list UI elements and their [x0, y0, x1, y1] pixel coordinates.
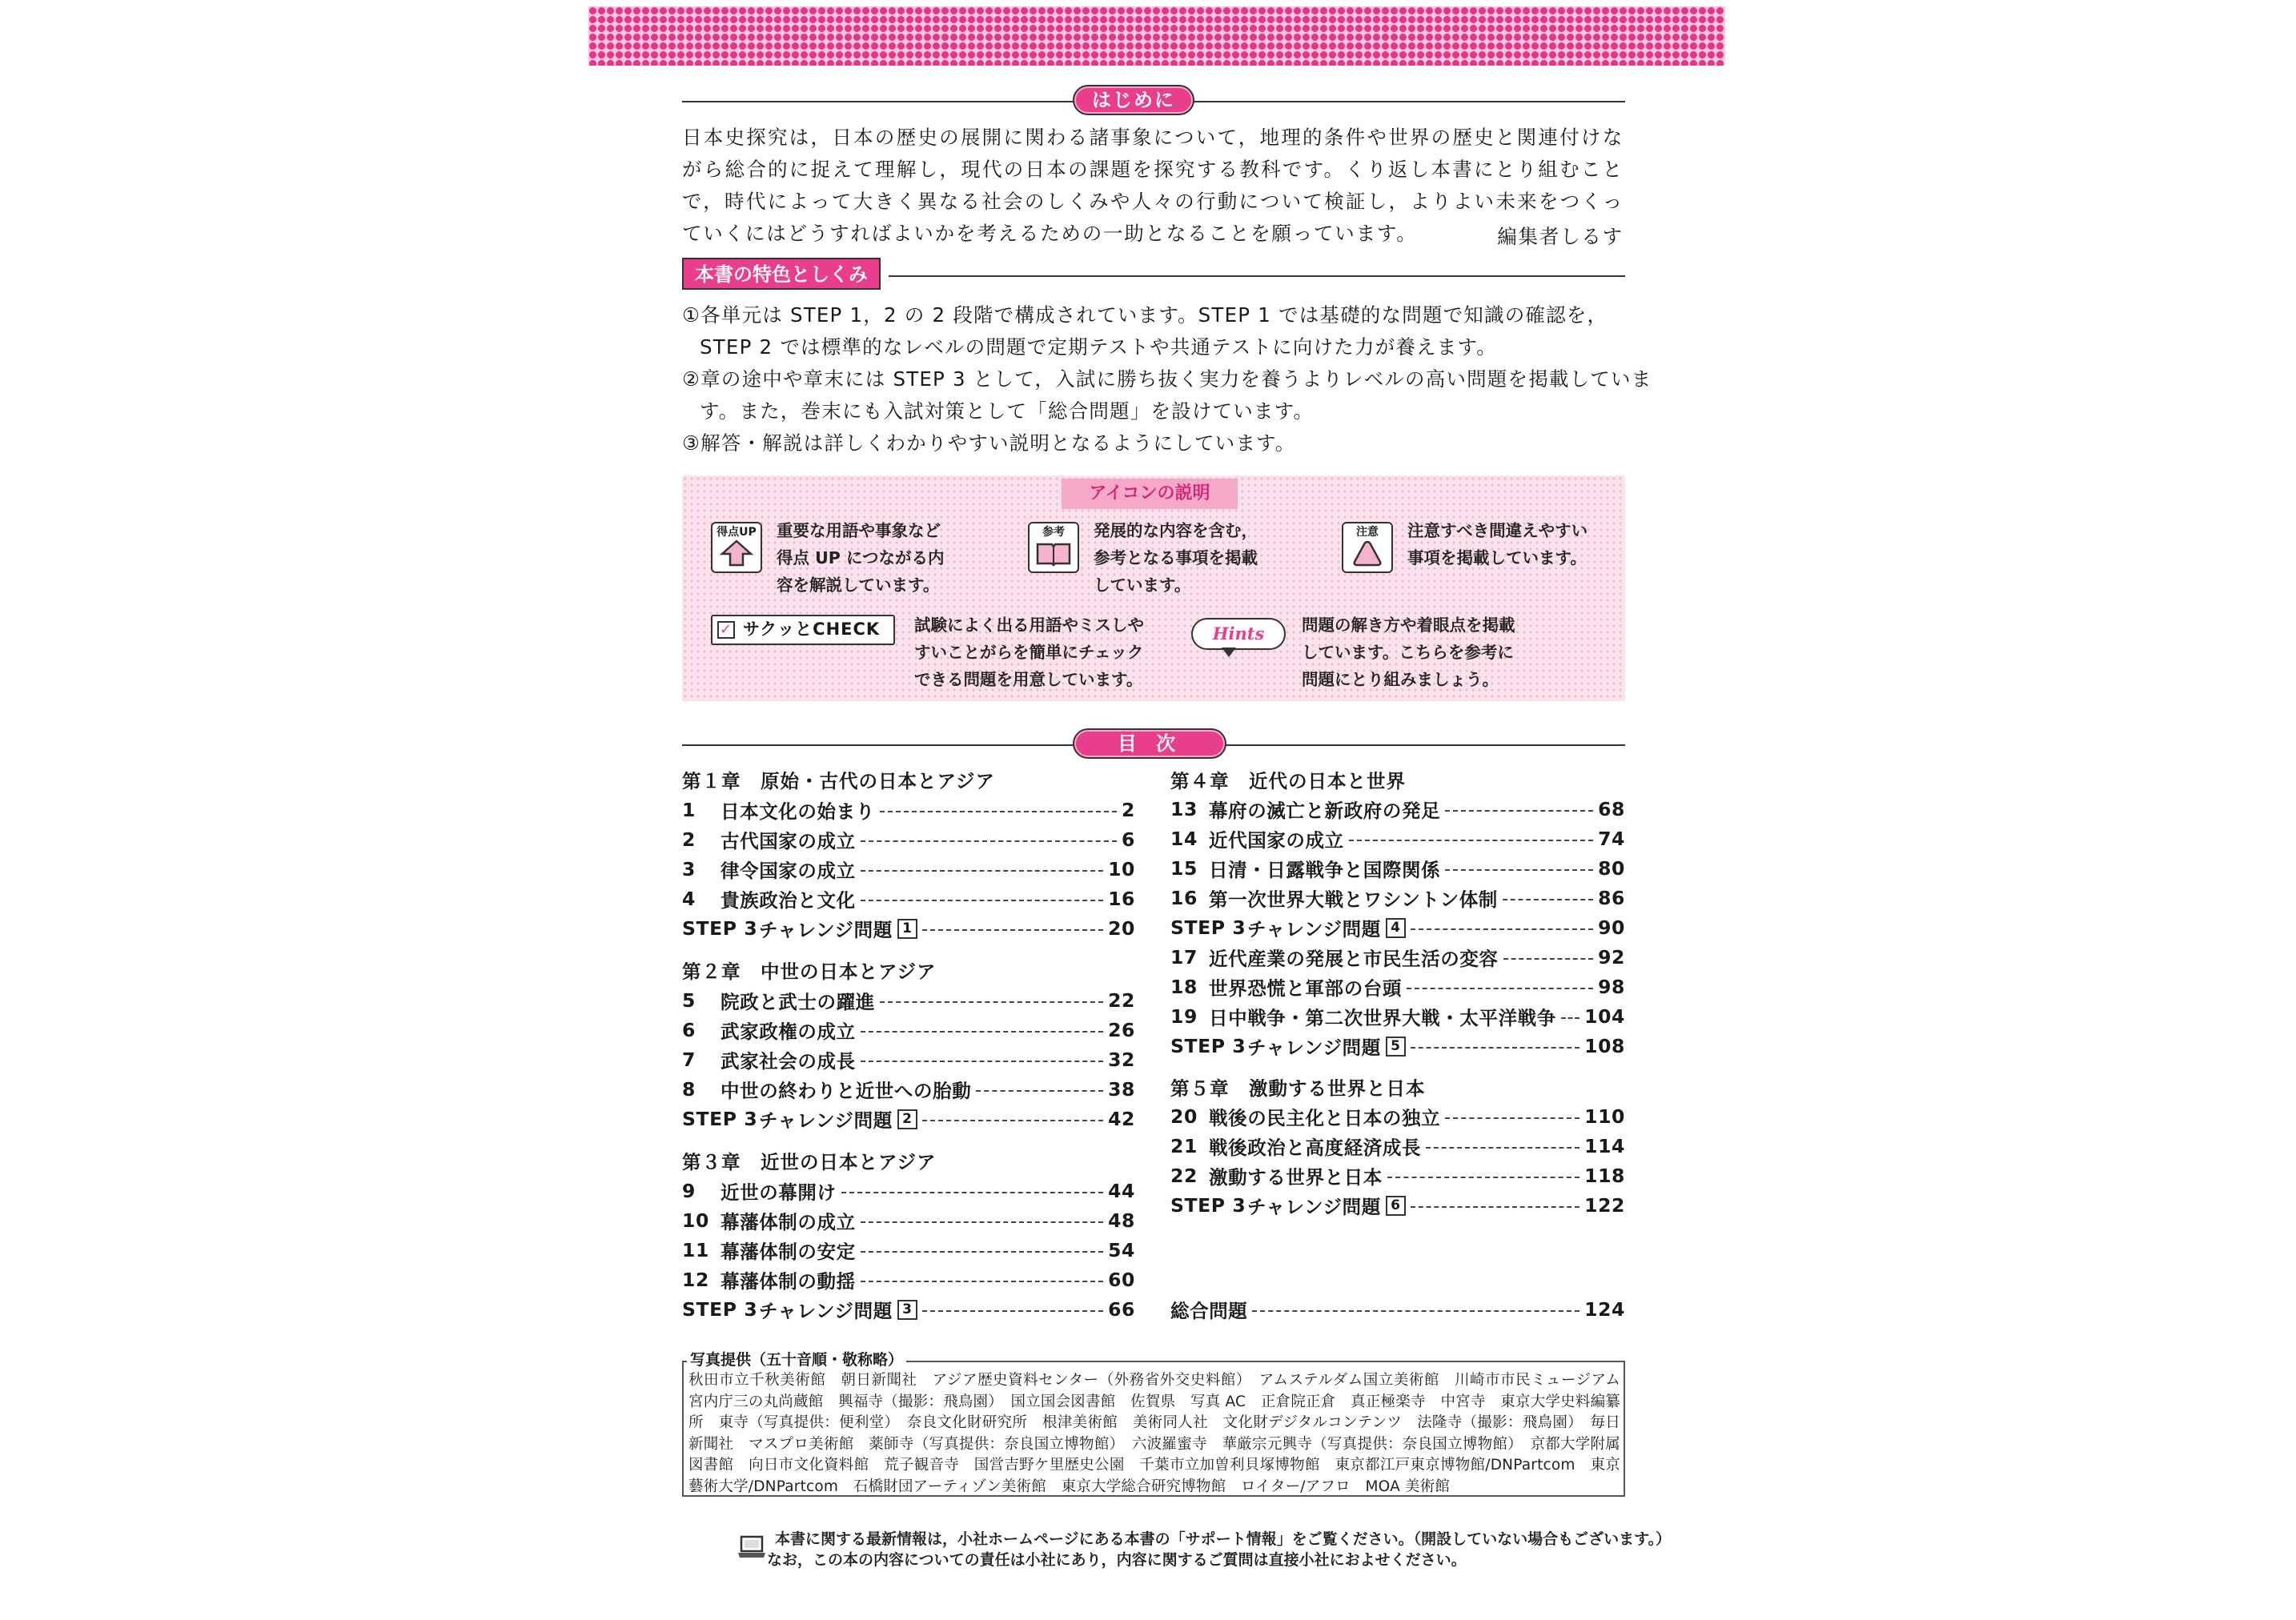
toc-item-title: 日中戦争・第二次世界大戦・太平洋戦争 — [1209, 1007, 1556, 1029]
leader-dots — [1445, 810, 1593, 812]
toc-item[interactable] — [1170, 1002, 1625, 1031]
toc-item-num: 1 — [682, 799, 696, 821]
toc-item-num: 12 — [682, 1269, 709, 1291]
toc-step3[interactable] — [682, 914, 1135, 943]
toc-item-title: 武家社会の成長 — [721, 1050, 856, 1073]
toc-step-title: チャレンジ問題 — [759, 1300, 893, 1322]
toc-item-num: 11 — [682, 1239, 709, 1261]
toc-item-title: 近世の幕開け — [721, 1181, 837, 1204]
sakutto-check-desc: 試験によく出る用語やミスしや すいことがらを簡単にチェック できる問題を用意しています。 — [914, 616, 1144, 689]
photo-credits-title: 写真提供（五十音順・敬称略） — [687, 1349, 906, 1370]
toc-step-number: 4 — [1386, 918, 1406, 938]
toc-item[interactable] — [1170, 884, 1625, 912]
toc-item-title: 武家政権の成立 — [721, 1021, 856, 1043]
toc-item-title: 第一次世界大戦とワシントン体制 — [1209, 888, 1498, 911]
toc-item-title: 世界恐慌と軍部の台頭 — [1209, 977, 1402, 1000]
toc-chapter-3: 第３章 近世の日本とアジア — [682, 1151, 937, 1173]
toc-item[interactable] — [1170, 1102, 1625, 1131]
toc-step-label: STEP 3 — [682, 917, 758, 940]
toc-item-title: 戦後の民主化と日本の独立 — [1209, 1107, 1441, 1129]
chui-label: 注意 — [1356, 526, 1379, 539]
toc-item-num: 8 — [682, 1078, 696, 1101]
toc-item[interactable] — [682, 1075, 1135, 1104]
toc-item[interactable] — [682, 1206, 1135, 1235]
toc-item-page: 26 — [1108, 1019, 1135, 1041]
tokuten-up-icon — [711, 522, 762, 573]
tokuten-up-label: 得点UP — [716, 526, 757, 539]
leader-dots — [841, 1192, 1103, 1193]
leader-dots — [922, 1120, 1103, 1121]
toc-step3[interactable] — [1170, 1191, 1625, 1220]
toc-item[interactable] — [1170, 854, 1625, 883]
toc-item[interactable] — [682, 1236, 1135, 1265]
toc-step-title: チャレンジ問題 — [1247, 1037, 1381, 1059]
leader-dots — [1503, 899, 1593, 900]
toc-item-page: 22 — [1108, 989, 1135, 1012]
leader-dots — [1426, 1147, 1580, 1149]
toc-chapter-1: 第１章 原始・古代の日本とアジア — [682, 770, 996, 792]
toc-step-label: STEP 3 — [1170, 1194, 1246, 1217]
toc-step-number: 5 — [1386, 1037, 1406, 1057]
footer-note-line-2: なお，この本の内容についての責任は小社にあり，内容に関するご質問は直接小社におよせください。 — [767, 1551, 1467, 1569]
leader-dots — [976, 1090, 1103, 1092]
toc-step3[interactable] — [682, 1295, 1135, 1324]
leader-dots — [880, 1001, 1103, 1003]
toc-item-title: 激動する世界と日本 — [1209, 1166, 1383, 1189]
up-arrow-icon — [719, 539, 754, 567]
toc-item-title: 幕藩体制の安定 — [721, 1241, 856, 1263]
toc-item-page: 68 — [1598, 798, 1625, 820]
leader-dots — [1445, 869, 1593, 871]
toc-item-title: 古代国家の成立 — [721, 830, 856, 852]
toc-step3[interactable] — [682, 1105, 1135, 1133]
toc-step3[interactable] — [1170, 913, 1625, 942]
toc-item-num: 10 — [682, 1209, 709, 1232]
leader-dots — [1561, 1017, 1580, 1019]
toc-item-page: 66 — [1108, 1298, 1135, 1321]
toc-item-page: 48 — [1108, 1209, 1135, 1232]
toc-item-page: 54 — [1108, 1239, 1135, 1261]
toc-item-page: 118 — [1584, 1165, 1625, 1187]
toc-item-num: 19 — [1170, 1005, 1198, 1028]
feature-item-3: ③解答・解説は詳しくわかりやすい説明となるようにしています。 — [682, 431, 1296, 455]
sakutto-check-label: サクッとCHECK — [743, 620, 881, 639]
toc-item-title: 院政と武士の躍進 — [721, 991, 875, 1013]
toc-item-title: 日本文化の始まり — [721, 800, 875, 823]
toc-item-num: 7 — [682, 1049, 696, 1071]
toc-step-title: チャレンジ問題 — [1247, 1196, 1381, 1218]
leader-dots — [861, 1031, 1103, 1033]
toc-step-number: 2 — [897, 1109, 917, 1129]
leader-dots — [1445, 1117, 1580, 1119]
toc-item-title: 貴族政治と文化 — [721, 889, 856, 912]
chui-icon — [1342, 522, 1393, 573]
photo-credits-body: 秋田市立千秋美術館 朝日新聞社 アジア歴史資料センター（外務省外交史料館） アムステルダム国立美術館 川崎市市民ミュージアム 宮内庁三の丸尚蔵館 興福寺（撮影：飛鳥園） 国立国会図書館 佐賀県 写真 AC 正倉院正倉 真正極楽寺 中宮寺 東京大学史料編纂所 東寺（写真提供：便利堂） 奈良文化財研究所 根津美術館 美術同人社 文化財デジタルコンテンツ 法隆寺（撮影：飛鳥園） 毎日新聞社 マスプロ美術館 薬師寺（写真提供：奈良国立博物館） 六波羅蜜寺 華厳宗元興寺（写真提供：奈良国立博物館） 京都大学附属図書館 向日市文化資料館 荒子観音寺 国営吉野ケ里歴史公園 千葉市立加曽利貝塚博物館 東京都江戸東京博物館/DNPartcom 東京藝術大学/DNPartcom 石橋財団アーティゾン美術館 東京大学総合研究博物館 ロイター/アフロ MOA 美術館 — [688, 1372, 1636, 1495]
feature-item-2b: す。また，巻末にも入試対策として「総合問題」を設けています。 — [700, 399, 1315, 423]
toc-item[interactable] — [1170, 795, 1625, 824]
icon-legend-title: アイコンの説明 — [1062, 479, 1238, 509]
toc-step-label: STEP 3 — [1170, 1035, 1246, 1057]
toc-item[interactable] — [1170, 824, 1625, 853]
toc-step-title: チャレンジ問題 — [1247, 918, 1381, 940]
decorative-dot-band — [588, 6, 1725, 66]
toc-item[interactable] — [1170, 972, 1625, 1001]
toc-item-page: 124 — [1584, 1298, 1625, 1321]
intro-signature: 編集者しるす — [1497, 225, 1624, 248]
leader-dots — [1407, 988, 1593, 989]
intro-heading: はじめに — [1073, 85, 1194, 115]
feature-item-2a: ②章の途中や章末には STEP 3 として，入試に勝ち抜く実力を養うよりレベルの高い問題を掲載していま — [682, 367, 1652, 391]
toc-item-num: 2 — [682, 828, 696, 851]
warning-icon — [1351, 539, 1383, 567]
toc-item-title: 総合問題 — [1170, 1300, 1248, 1322]
toc-item-num: 21 — [1170, 1135, 1198, 1157]
toc-item-page: 60 — [1108, 1269, 1135, 1291]
toc-item-num: 16 — [1170, 887, 1198, 909]
toc-item-title: 近代国家の成立 — [1209, 829, 1344, 852]
leader-dots — [1252, 1310, 1580, 1312]
toc-sogo-mondai[interactable] — [1170, 1295, 1625, 1324]
toc-item-page: 98 — [1598, 976, 1625, 998]
toc-item-page: 104 — [1584, 1005, 1625, 1028]
toc-step-title: チャレンジ問題 — [759, 919, 893, 941]
leader-dots — [1411, 928, 1593, 930]
toc-item-num: 13 — [1170, 798, 1198, 820]
toc-item-page: 42 — [1108, 1108, 1135, 1130]
toc-item-title: 中世の終わりと近世への胎動 — [721, 1080, 972, 1102]
toc-item-num: 5 — [682, 989, 696, 1012]
toc-item[interactable] — [1170, 1161, 1625, 1190]
toc-item[interactable] — [682, 796, 1135, 824]
leader-dots — [861, 1061, 1103, 1062]
computer-icon — [737, 1535, 767, 1559]
toc-item-num: 20 — [1170, 1105, 1198, 1128]
hints-badge: Hints — [1191, 618, 1286, 650]
leader-dots — [1349, 840, 1593, 841]
toc-item-page: 108 — [1584, 1035, 1625, 1057]
toc-item-page: 92 — [1598, 946, 1625, 968]
toc-item-num: 17 — [1170, 946, 1198, 968]
intro-body: 日本史探究は，日本の歴史の展開に関わる諸事象について，地理的条件や世界の歴史と関連付けながら総合的に捉えて理解し，現代の日本の課題を探究する教科です。くり返し本書にとり組むことで，時代によって大きく異なる社会のしくみや人々の行動について検証し，よりよい未来をつくっていくにはどうすればよいかを考えるための一助となることを願っています。 — [682, 126, 1624, 245]
leader-dots — [922, 1310, 1103, 1312]
feature-item-1a: ①各単元は STEP 1，2 の 2 段階で構成されています。STEP 1 では基礎的な問題で知識の確認を， — [682, 303, 1608, 327]
toc-item-num: 18 — [1170, 976, 1198, 998]
toc-step-number: 1 — [897, 919, 917, 939]
features-rule — [889, 275, 1625, 277]
toc-step-label: STEP 3 — [682, 1298, 758, 1321]
toc-item-page: 110 — [1584, 1105, 1625, 1128]
toc-item-page: 74 — [1598, 828, 1625, 850]
toc-item-num: 15 — [1170, 857, 1198, 880]
toc-item-title: 近代産業の発展と市民生活の変容 — [1209, 948, 1499, 970]
toc-chapter-2: 第２章 中世の日本とアジア — [682, 960, 937, 983]
leader-dots — [922, 929, 1103, 931]
toc-heading: 目 次 — [1073, 728, 1226, 759]
toc-item-page: 10 — [1108, 858, 1135, 880]
leader-dots — [861, 1281, 1103, 1282]
sanko-desc: 発展的な内容を含む， 参考となる事項を掲載 しています。 — [1094, 521, 1258, 595]
toc-item-page: 6 — [1122, 828, 1135, 851]
toc-item-page: 80 — [1598, 857, 1625, 880]
toc-item[interactable] — [682, 986, 1135, 1015]
toc-item[interactable] — [682, 1016, 1135, 1045]
toc-item-num: 4 — [682, 888, 696, 910]
toc-item-page: 2 — [1122, 799, 1135, 821]
toc-item-title: 律令国家の成立 — [721, 860, 856, 882]
toc-item-page: 16 — [1108, 888, 1135, 910]
toc-item[interactable] — [682, 1265, 1135, 1294]
toc-item[interactable] — [1170, 943, 1625, 972]
leader-dots — [861, 840, 1117, 842]
hints-desc: 問題の解き方や着眼点を掲載 しています。こちらを参考に 問題にとり組みましょう。 — [1302, 616, 1515, 689]
leader-dots — [861, 900, 1103, 901]
footer-note-line-1: 本書に関する最新情報は，小社ホームページにある本書の「サポート情報」をご覧ください。（開設していない場合もございます。） — [775, 1530, 1672, 1548]
toc-item-page: 32 — [1108, 1049, 1135, 1071]
toc-step-number: 6 — [1386, 1196, 1406, 1216]
toc-step-label: STEP 3 — [1170, 916, 1246, 939]
toc-item-page: 20 — [1108, 917, 1135, 940]
toc-step3[interactable] — [1170, 1032, 1625, 1061]
leader-dots — [861, 1251, 1103, 1253]
leader-dots — [1411, 1047, 1580, 1049]
leader-dots — [880, 811, 1117, 812]
hints-bubble-tail-icon — [1222, 648, 1236, 657]
toc-item-page: 44 — [1108, 1180, 1135, 1202]
toc-item-num: 3 — [682, 858, 696, 880]
chui-desc: 注意すべき間違えやすい 事項を掲載しています。 — [1407, 521, 1588, 567]
toc-item[interactable] — [1170, 1132, 1625, 1161]
toc-item-page: 122 — [1584, 1194, 1625, 1217]
toc-item-title: 幕藩体制の動揺 — [721, 1270, 856, 1293]
leader-dots — [1411, 1206, 1580, 1208]
toc-item-page: 86 — [1598, 887, 1625, 909]
toc-item-num: 22 — [1170, 1165, 1198, 1187]
toc-item[interactable] — [682, 884, 1135, 913]
toc-item[interactable] — [682, 1045, 1135, 1074]
toc-step-title: チャレンジ問題 — [759, 1109, 893, 1132]
toc-item-page: 38 — [1108, 1078, 1135, 1101]
sanko-icon — [1028, 522, 1079, 573]
toc-item-page: 114 — [1584, 1135, 1625, 1157]
leader-dots — [1387, 1177, 1580, 1178]
checkbox-icon: ✓ — [717, 621, 735, 639]
toc-item-title: 幕府の滅亡と新政府の発足 — [1209, 800, 1441, 822]
leader-dots — [861, 870, 1103, 872]
features-heading: 本書の特色としくみ — [682, 258, 881, 290]
toc-item-num: 6 — [682, 1019, 696, 1041]
toc-item-num: 9 — [682, 1180, 696, 1202]
toc-item-title: 戦後政治と高度経済成長 — [1209, 1137, 1422, 1159]
toc-item[interactable] — [682, 1177, 1135, 1205]
toc-chapter-5: 第５章 激動する世界と日本 — [1170, 1077, 1426, 1100]
toc-chapter-4: 第４章 近代の日本と世界 — [1170, 770, 1406, 792]
toc-step-number: 3 — [897, 1300, 917, 1320]
toc-item[interactable] — [682, 855, 1135, 884]
toc-step-label: STEP 3 — [682, 1108, 758, 1130]
toc-item-page: 90 — [1598, 916, 1625, 939]
sakutto-check-badge — [711, 615, 895, 645]
feature-item-1b: STEP 2 では標準的なレベルの問題で定期テストや共通テストに向けた力が養えます。 — [700, 335, 1497, 359]
open-book-icon — [1034, 539, 1073, 567]
sanko-label: 参考 — [1042, 526, 1065, 539]
toc-item-title: 幕藩体制の成立 — [721, 1211, 856, 1233]
toc-item-title: 日清・日露戦争と国際関係 — [1209, 859, 1441, 881]
toc-item[interactable] — [682, 825, 1135, 854]
tokuten-up-desc: 重要な用語や事象など 得点 UP につながる内 容を解説しています。 — [777, 521, 945, 595]
leader-dots — [1503, 958, 1594, 960]
leader-dots — [861, 1221, 1103, 1223]
toc-item-num: 14 — [1170, 828, 1198, 850]
